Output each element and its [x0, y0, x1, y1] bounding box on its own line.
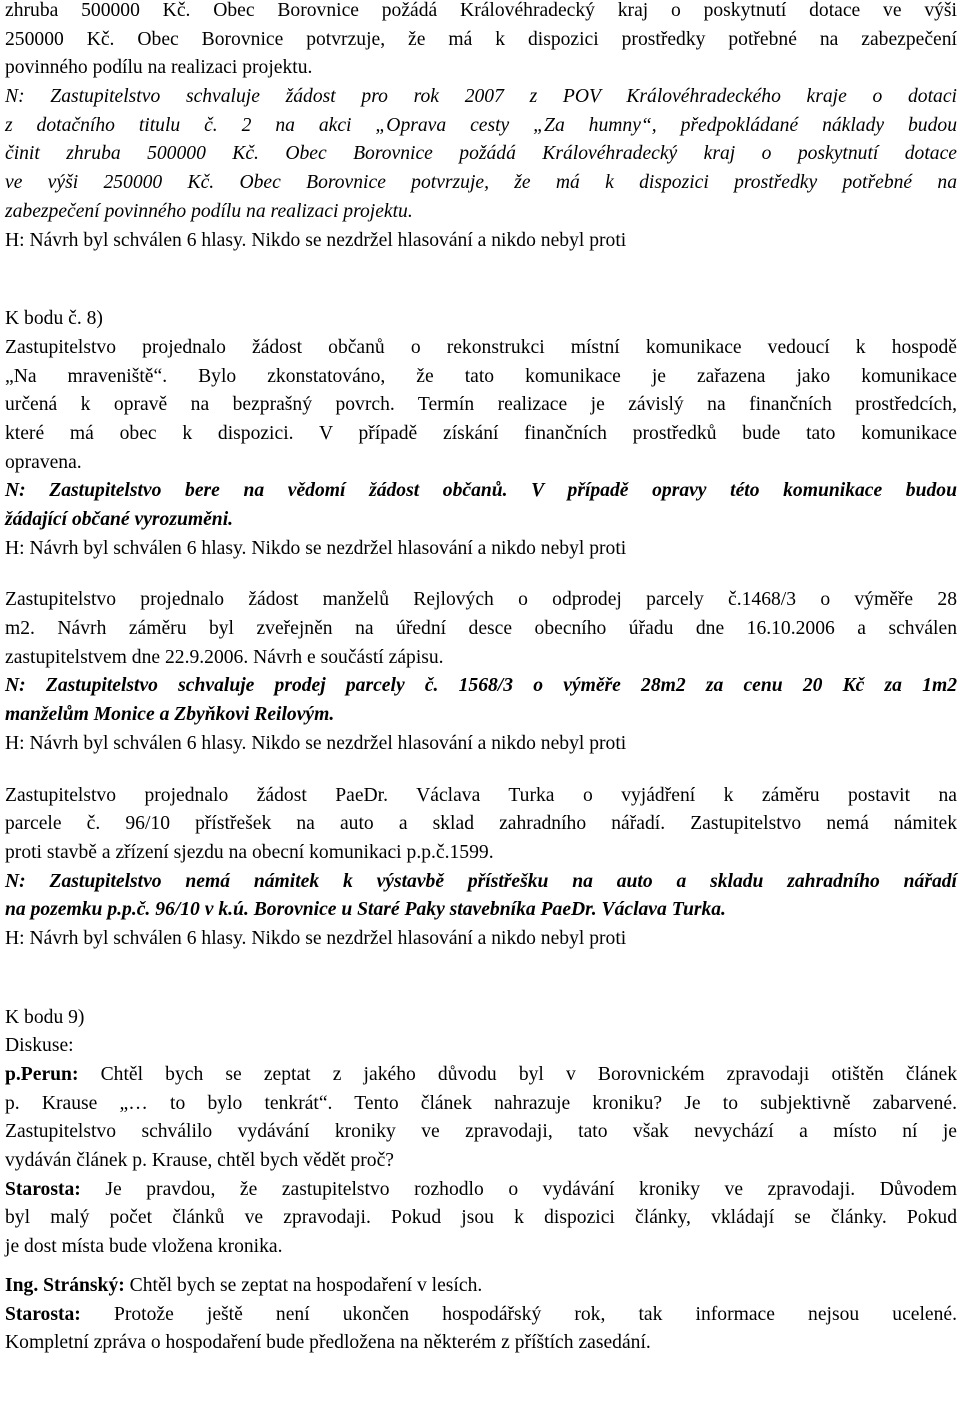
speech-line: Zastupitelstvo schválilo vydávání kroniky ve zpravodaji, tato však nevychází a místo ní je: [5, 1121, 957, 1143]
speaker-name: Starosta:: [5, 1178, 81, 1200]
shelter-section: [5, 782, 957, 954]
speaker-name: p.Perun:: [5, 1064, 79, 1085]
resolution-line: žádající občané vyrozuměni.: [5, 509, 234, 530]
spacer: [5, 1262, 957, 1272]
vote-line: [5, 925, 957, 954]
intro-section: [5, 0, 957, 255]
item-heading: K bodu č. 8): [5, 308, 103, 330]
vote-line: [5, 227, 957, 256]
resolution-line: N: Zastupitelstvo schvaluje žádost pro rok 2007 z POV Královéhradeckého kraje o dotaci: [5, 86, 957, 108]
speech-line: je dost místa bude vložena kronika.: [5, 1236, 283, 1258]
vote-rest: Nikdo se nezdržel hlasování a nikdo nebyl proti: [246, 229, 627, 251]
speech-line: p. Krause „… to bylo tenkrát“. Tento článek nahrazuje kroniku? Je to subjektivně zabarvené.: [5, 1092, 957, 1114]
resolution-line: zabezpečení povinného podílu na realizaci projektu.: [5, 200, 413, 222]
speech-line: byl malý počet článků ve zpravodaji. Pokud jsou k dispozici články, vkládají se články. Pokud: [5, 1207, 957, 1229]
text-line: zhruba 500000 Kč. Obec Borovnice požádá Královéhradecký kraj o poskytnutí dotace ve výši: [5, 0, 957, 21]
text-line: Zastupitelstvo projednalo žádost občanů o rekonstrukci místní komunikace vedoucí k hospodě: [5, 336, 957, 358]
spacer: [5, 759, 957, 782]
text-line: určená k opravě na bezprašný povrch. Termín realizace je závislý na finančních prostředcích,: [5, 394, 957, 416]
speaker-name: Ing. Stránský:: [5, 1274, 125, 1296]
item-9-section: [5, 1004, 957, 1358]
spacer: [5, 255, 957, 305]
parcel-sale-section: [5, 586, 957, 758]
speech-line: Ing. Stránský: Chtěl bych se zeptat na hospodaření v lesích.: [5, 1274, 483, 1296]
vote-rest: Nikdo se nezdržel hlasování a nikdo nebyl proti: [246, 537, 627, 559]
vote-line: [5, 730, 957, 759]
text-line: „Na mraveniště“. Bylo zkonstatováno, že tato komunikace je zařazena jako komunikace: [5, 365, 957, 387]
text-line: Zastupitelstvo projednalo žádost PaeDr. Václava Turka o vyjádření k záměru postavit na: [5, 784, 957, 806]
spacer: [5, 954, 957, 1004]
speech-line: p.Perun: Chtěl bych se zeptat z jakého důvodu byl v Borovnickém zpravodaji otištěn článek: [5, 1064, 957, 1085]
discussion-label: Diskuse:: [5, 1035, 74, 1057]
text-line: parcele č. 96/10 přístřešek na auto a sklad zahradního nářadí. Zastupitelstvo nemá námitek: [5, 813, 957, 835]
resolution-line: N: Zastupitelstvo bere na vědomí žádost občanů. V případě opravy této komunikace budou: [5, 480, 957, 502]
text-line: opravena.: [5, 451, 82, 473]
resolution-line: na pozemku p.p.č. 96/10 v k.ú. Borovnice u Staré Paky stavebníka PaeDr. Václava Turka.: [5, 899, 726, 921]
vote-label: H: Návrh byl schválen 6 hlasy.: [5, 732, 247, 754]
document-page: [5, 0, 957, 1358]
text-line: Zastupitelstvo projednalo žádost manželů Rejlových o odprodej parcely č.1468/3 o výměře 28: [5, 589, 957, 611]
text-line: m2. Návrh záměru byl zveřejněn na úřední desce obecního úřadu dne 16.10.2006 a schválen: [5, 618, 957, 640]
speech-line: vydáván článek p. Krause, chtěl bych vědět proč?: [5, 1150, 394, 1172]
text-line: které má obec k dispozici. V případě získání finančních prostředků bude tato komunikace: [5, 422, 957, 444]
text-line: povinného podílu na realizaci projektu.: [5, 57, 313, 79]
vote-line: [5, 535, 957, 564]
text-line: proti stavbě a zřízení sjezdu na obecní komunikaci p.p.č.1599.: [5, 841, 494, 863]
spacer: [5, 563, 957, 586]
vote-rest: Nikdo se nezdržel hlasování a nikdo nebyl proti: [246, 927, 627, 949]
vote-rest: Nikdo se nezdržel hlasování a nikdo nebyl proti: [246, 732, 627, 754]
item-8-section: [5, 305, 957, 563]
resolution-line: manželům Monice a Zbyňkovi Reilovým.: [5, 704, 335, 726]
resolution-line: N: Zastupitelstvo schvaluje prodej parcely č. 1568/3 o výměře 28m2 za cenu 20 Kč za 1m2: [5, 675, 957, 697]
resolution-line: ve výši 250000 Kč. Obec Borovnice potvrzuje, že má k dispozici prostředky potřebné na: [5, 172, 957, 194]
vote-label: H: Návrh byl schválen 6 hlasy.: [5, 229, 247, 251]
resolution-line: N: Zastupitelstvo nemá námitek k výstavbě přístřešku na auto a skladu zahradního nářadí: [5, 870, 957, 892]
resolution-line: činit zhruba 500000 Kč. Obec Borovnice požádá Královéhradecký kraj o poskytnutí dotace: [5, 143, 957, 165]
resolution-line: z dotačního titulu č. 2 na akci „Oprava cesty „Za humny“, předpokládané náklady budou: [5, 114, 957, 136]
item-heading: K bodu 9): [5, 1006, 85, 1028]
speech-line: Starosta: Protože ještě není ukončen hospodářský rok, tak informace nejsou ucelené.: [5, 1303, 957, 1325]
speaker-name: Starosta:: [5, 1303, 81, 1325]
vote-label: H: Návrh byl schválen 6 hlasy.: [5, 927, 247, 949]
speech-line: Starosta: Je pravdou, že zastupitelstvo rozhodlo o vydávání kroniky ve zpravodaji. Důvodem: [5, 1178, 957, 1200]
text-line: zastupitelstvem dne 22.9.2006. Návrh e součástí zápisu.: [5, 646, 444, 668]
speech-line: Kompletní zpráva o hospodaření bude předložena na některém z příštích zasedání.: [5, 1332, 651, 1354]
text-line: 250000 Kč. Obec Borovnice potvrzuje, že má k dispozici prostředky potřebné na zabezpečení: [5, 28, 957, 50]
vote-label: H: Návrh byl schválen 6 hlasy.: [5, 537, 247, 559]
